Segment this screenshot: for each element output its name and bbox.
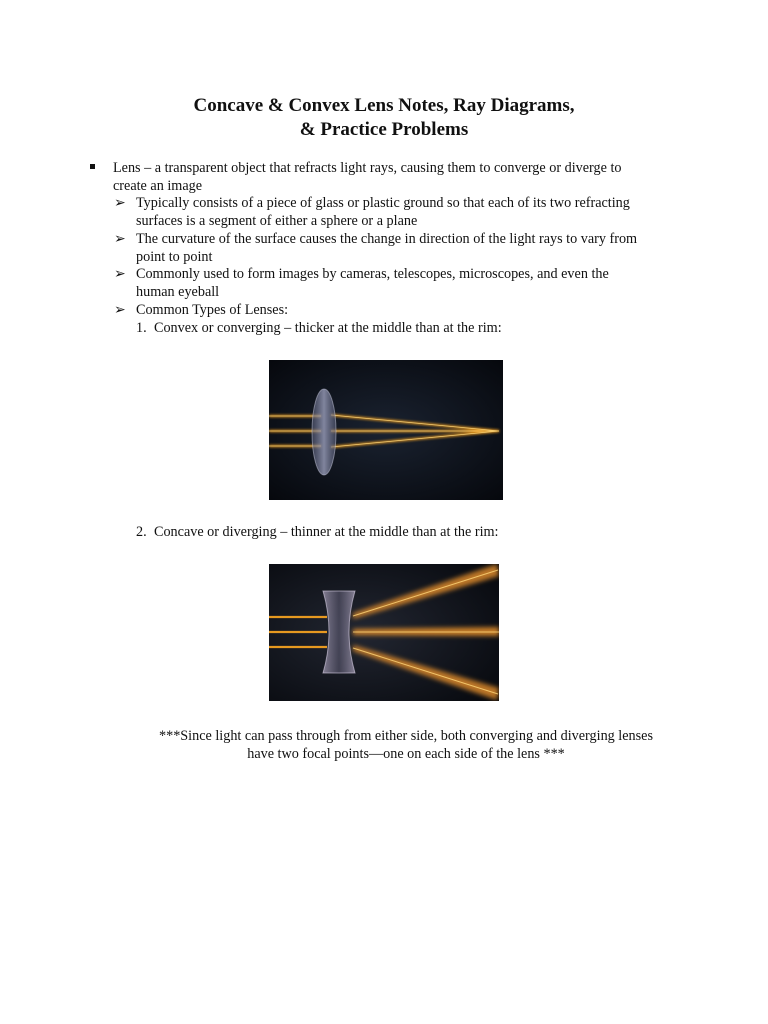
sub-bullet-1-line-2: surfaces is a segment of either a sphere or a plane [136, 213, 418, 229]
arrow-bullet-icon: ➢ [114, 266, 126, 282]
focal-points-note-line-1: ***Since light can pass through from either side, both converging and diverging lenses [159, 728, 653, 744]
sub-bullet-2-line-2: point to point [136, 249, 213, 265]
lens-type-2-text: Concave or diverging – thinner at the middle than at the rim: [154, 524, 499, 540]
sub-bullet-1-line-1: Typically consists of a piece of glass or plastic ground so that each of its two refracting [136, 195, 630, 211]
sub-bullet-2-line-1: The curvature of the surface causes the change in direction of the light rays to vary from [136, 231, 638, 247]
concave-lens-photo [269, 564, 499, 701]
lens-definition-line-2: create an image [113, 178, 203, 194]
lens-definition-line-1: Lens – a transparent object that refracts light rays, causing them to converge or diverge to [113, 160, 622, 176]
lens-type-1-text: Convex or converging – thicker at the middle than at the rim: [154, 320, 502, 336]
arrow-bullet-icon: ➢ [114, 302, 126, 318]
sub-bullet-3-line-1: Commonly used to form images by cameras, telescopes, microscopes, and even the [136, 266, 609, 282]
page-title-line-2: & Practice Problems [299, 119, 469, 140]
focal-points-note-line-2: have two focal points—one on each side of the lens *** [247, 746, 565, 762]
lens-type-2-number: 2. [136, 524, 147, 540]
convex-lens-photo [269, 360, 503, 500]
sub-bullet-3-line-2: human eyeball [136, 284, 220, 300]
lens-type-1-number: 1. [136, 320, 147, 336]
square-bullet-icon [90, 164, 95, 169]
arrow-bullet-icon: ➢ [114, 231, 126, 247]
page-title-line-1: Concave & Convex Lens Notes, Ray Diagrams, [193, 95, 575, 116]
arrow-bullet-icon: ➢ [114, 195, 126, 211]
sub-bullet-4-line-1: Common Types of Lenses: [136, 302, 289, 318]
